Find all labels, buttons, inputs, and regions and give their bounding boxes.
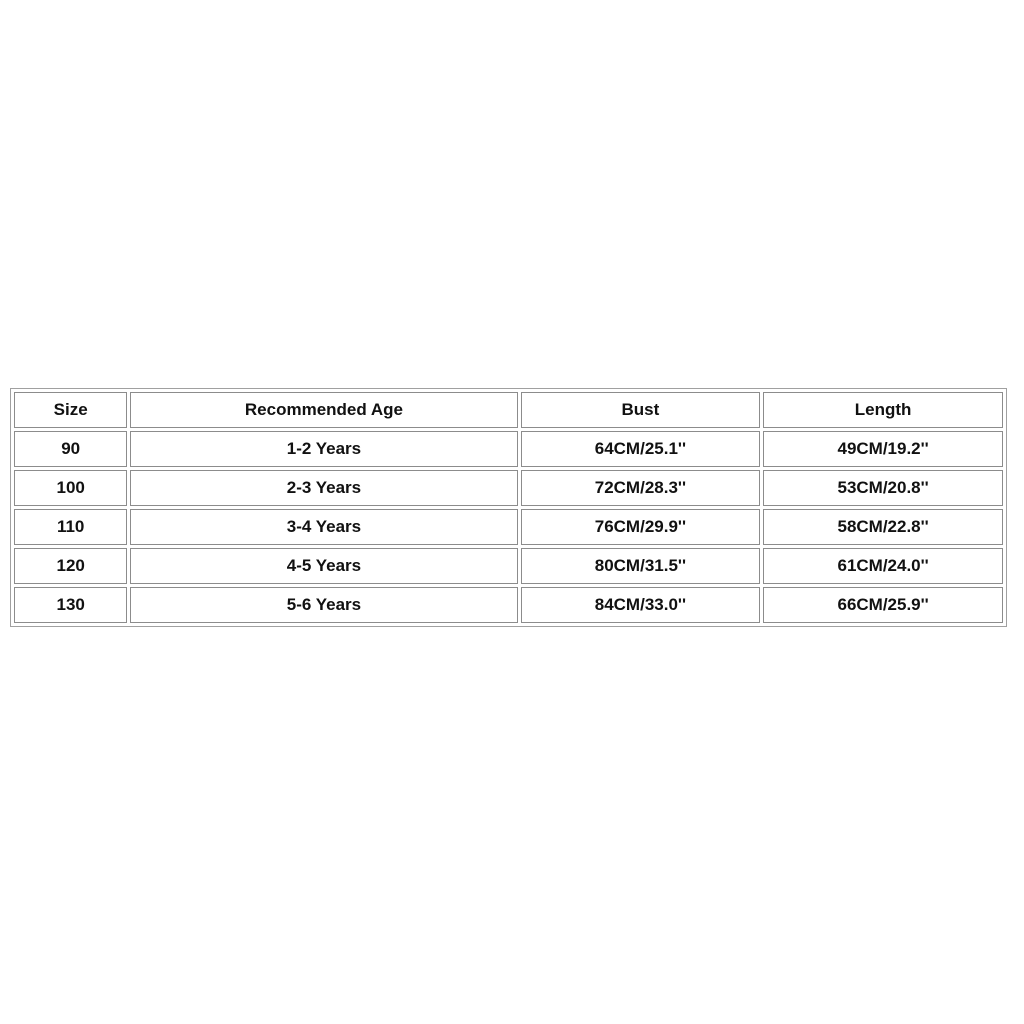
table-row (14, 470, 1003, 506)
table-row (14, 548, 1003, 584)
cell-length: 66CM/25.9'' (763, 587, 1003, 623)
cell-bust: 76CM/29.9'' (521, 509, 761, 545)
table-row (14, 509, 1003, 545)
cell-bust: 72CM/28.3'' (521, 470, 761, 506)
cell-age: 1-2 Years (130, 431, 517, 467)
cell-age: 3-4 Years (130, 509, 517, 545)
cell-length: 61CM/24.0'' (763, 548, 1003, 584)
cell-bust: 84CM/33.0'' (521, 587, 761, 623)
header-length: Length (763, 392, 1003, 428)
cell-length: 58CM/22.8'' (763, 509, 1003, 545)
table-row (14, 587, 1003, 623)
header-bust: Bust (521, 392, 761, 428)
cell-size: 110 (14, 509, 127, 545)
size-chart-table (10, 388, 1007, 627)
cell-age: 5-6 Years (130, 587, 517, 623)
table-header-row (14, 392, 1003, 428)
cell-age: 2-3 Years (130, 470, 517, 506)
cell-age: 4-5 Years (130, 548, 517, 584)
cell-size: 100 (14, 470, 127, 506)
cell-bust: 80CM/31.5'' (521, 548, 761, 584)
cell-size: 120 (14, 548, 127, 584)
cell-size: 130 (14, 587, 127, 623)
cell-length: 53CM/20.8'' (763, 470, 1003, 506)
table-row (14, 431, 1003, 467)
cell-size: 90 (14, 431, 127, 467)
cell-bust: 64CM/25.1'' (521, 431, 761, 467)
header-recommended-age: Recommended Age (130, 392, 517, 428)
cell-length: 49CM/19.2'' (763, 431, 1003, 467)
header-size: Size (14, 392, 127, 428)
